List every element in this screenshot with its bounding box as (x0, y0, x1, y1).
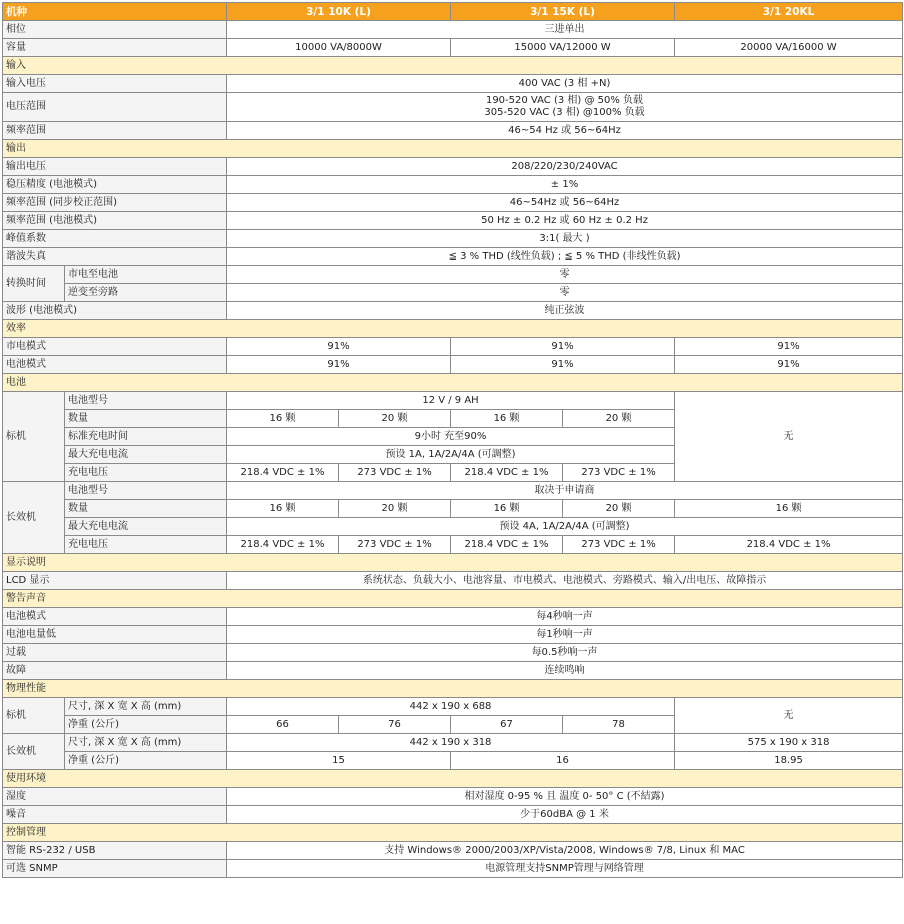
row-value: 无 (675, 698, 903, 734)
table-row (3, 248, 903, 266)
row-label: 长效机 (3, 482, 65, 554)
row-value: 442 x 190 x 318 (227, 734, 675, 752)
row-label: 市电模式 (3, 338, 227, 356)
header-15k: 3/1 15K (L) (451, 3, 675, 21)
row-value: 66 (227, 716, 339, 734)
row-sublabel: 最大充电电流 (65, 518, 227, 536)
row-value: 16 颗 (451, 410, 563, 428)
section-title-alarm: 警告声音 (3, 590, 903, 608)
table-row (3, 356, 903, 374)
row-label: 故障 (3, 662, 227, 680)
row-label: 容量 (3, 39, 227, 57)
table-row (3, 734, 903, 752)
row-value: 三进单出 (227, 21, 903, 39)
row-value: 20 颗 (339, 500, 451, 518)
row-label: 转换时间 (3, 266, 65, 302)
table-row (3, 662, 903, 680)
row-value: 20000 VA/16000 W (675, 39, 903, 57)
row-label: 波形 (电池模式) (3, 302, 227, 320)
row-value: 少于60dBA @ 1 米 (227, 806, 903, 824)
row-value: 电源管理支持SNMP管理与网络管理 (227, 860, 903, 878)
range-line-2: 305-520 VAC (3 相) @100% 负载 (484, 107, 645, 118)
row-value: 10000 VA/8000W (227, 39, 451, 57)
row-label: 可选 SNMP (3, 860, 227, 878)
row-value: 纯正弦波 (227, 302, 903, 320)
row-label: 电压范围 (3, 93, 227, 122)
row-label: 输出电压 (3, 158, 227, 176)
row-value: 218.4 VDC ± 1% (227, 536, 339, 554)
row-value: 9小时 充至90% (227, 428, 675, 446)
row-sublabel: 市电至电池 (65, 266, 227, 284)
row-label: 谐波失真 (3, 248, 227, 266)
row-value: 67 (451, 716, 563, 734)
row-value: 相对湿度 0-95 % 且 温度 0- 50° C (不結露) (227, 788, 903, 806)
section-row (3, 320, 903, 338)
section-row (3, 770, 903, 788)
row-sublabel: 逆变至旁路 (65, 284, 227, 302)
table-row (3, 338, 903, 356)
section-title-output: 输出 (3, 140, 903, 158)
table-row (3, 176, 903, 194)
row-label: 频率范围 (同步校正范围) (3, 194, 227, 212)
table-row (3, 266, 903, 284)
table-row (3, 536, 903, 554)
section-title-environment: 使用环境 (3, 770, 903, 788)
row-sublabel: 电池型号 (65, 392, 227, 410)
row-label: 电池模式 (3, 608, 227, 626)
section-row (3, 57, 903, 75)
row-value: 78 (563, 716, 675, 734)
table-row (3, 608, 903, 626)
table-row (3, 194, 903, 212)
section-title-display: 显示说明 (3, 554, 903, 572)
row-sublabel: 尺寸, 深 X 宽 X 高 (mm) (65, 734, 227, 752)
row-value: 273 VDC ± 1% (339, 464, 451, 482)
row-value: 16 (451, 752, 675, 770)
table-row (3, 788, 903, 806)
section-title-physical: 物理性能 (3, 680, 903, 698)
table-row (3, 518, 903, 536)
header-row (3, 3, 903, 21)
table-row (3, 842, 903, 860)
row-value: 支持 Windows® 2000/2003/XP/Vista/2008, Windows® 7/8, Linux 和 MAC (227, 842, 903, 860)
table-row (3, 75, 903, 93)
row-value: 15 (227, 752, 451, 770)
row-value: 预设 1A, 1A/2A/4A (可調整) (227, 446, 675, 464)
row-value: 16 颗 (227, 410, 339, 428)
row-sublabel: 标准充电时间 (65, 428, 227, 446)
section-row (3, 140, 903, 158)
header-10k: 3/1 10K (L) (227, 3, 451, 21)
table-row (3, 284, 903, 302)
row-value: 零 (227, 284, 903, 302)
row-sublabel: 净重 (公斤) (65, 752, 227, 770)
row-value: 91% (675, 338, 903, 356)
header-20kl: 3/1 20KL (675, 3, 903, 21)
row-value: 91% (675, 356, 903, 374)
row-value: 575 x 190 x 318 (675, 734, 903, 752)
row-sublabel: 数量 (65, 410, 227, 428)
row-value: 273 VDC ± 1% (563, 464, 675, 482)
row-label: 输入电压 (3, 75, 227, 93)
table-row (3, 93, 903, 122)
row-value: 273 VDC ± 1% (563, 536, 675, 554)
row-label: 相位 (3, 21, 227, 39)
row-value: 218.4 VDC ± 1% (451, 536, 563, 554)
row-sublabel: 尺寸, 深 X 宽 X 高 (mm) (65, 698, 227, 716)
row-value: 208/220/230/240VAC (227, 158, 903, 176)
row-label: 电池电量低 (3, 626, 227, 644)
row-value: 218.4 VDC ± 1% (451, 464, 563, 482)
row-value: 46~54 Hz 或 56~64Hz (227, 122, 903, 140)
table-row (3, 698, 903, 716)
section-row (3, 590, 903, 608)
table-row (3, 230, 903, 248)
table-row (3, 21, 903, 39)
row-label: 频率范围 (3, 122, 227, 140)
section-row (3, 554, 903, 572)
row-label: 智能 RS-232 / USB (3, 842, 227, 860)
section-row (3, 680, 903, 698)
row-value: 每0.5秒响一声 (227, 644, 903, 662)
section-title-efficiency: 效率 (3, 320, 903, 338)
table-row (3, 482, 903, 500)
header-model: 机种 (3, 3, 227, 21)
row-value: 连续鸣响 (227, 662, 903, 680)
row-value: 系统状态、负载大小、电池容量、市电模式、电池模式、旁路模式、输入/出电压、故障指示 (227, 572, 903, 590)
row-value: 12 V / 9 AH (227, 392, 675, 410)
table-row (3, 212, 903, 230)
row-label: 湿度 (3, 788, 227, 806)
row-label: 长效机 (3, 734, 65, 770)
table-row (3, 626, 903, 644)
section-title-input: 输入 (3, 57, 903, 75)
row-value: 16 颗 (227, 500, 339, 518)
row-value (227, 93, 903, 122)
row-label: 标机 (3, 698, 65, 734)
row-value: 218.4 VDC ± 1% (227, 464, 339, 482)
row-value: 16 颗 (675, 500, 903, 518)
row-value: 20 颗 (339, 410, 451, 428)
row-value: 76 (339, 716, 451, 734)
row-value: 218.4 VDC ± 1% (675, 536, 903, 554)
row-value: 400 VAC (3 相 +N) (227, 75, 903, 93)
row-value: 每4秒响一声 (227, 608, 903, 626)
section-row (3, 824, 903, 842)
table-row (3, 752, 903, 770)
row-value: 91% (227, 356, 451, 374)
row-label: 标机 (3, 392, 65, 482)
row-sublabel: 数量 (65, 500, 227, 518)
table-row (3, 860, 903, 878)
row-value: 91% (451, 356, 675, 374)
table-row (3, 644, 903, 662)
row-value: 15000 VA/12000 W (451, 39, 675, 57)
row-label: 频率范围 (电池模式) (3, 212, 227, 230)
row-sublabel: 充电电压 (65, 464, 227, 482)
row-sublabel: 最大充电电流 (65, 446, 227, 464)
table-row (3, 392, 903, 410)
row-value: 18.95 (675, 752, 903, 770)
row-label: 过载 (3, 644, 227, 662)
row-value: 取决于申请商 (227, 482, 903, 500)
row-value: 50 Hz ± 0.2 Hz 或 60 Hz ± 0.2 Hz (227, 212, 903, 230)
table-row (3, 39, 903, 57)
row-value: ≦ 3 % THD (线性负载) ; ≦ 5 % THD (非线性负载) (227, 248, 903, 266)
row-label: 噪音 (3, 806, 227, 824)
row-value: 零 (227, 266, 903, 284)
row-value: ± 1% (227, 176, 903, 194)
section-title-management: 控制管理 (3, 824, 903, 842)
row-sublabel: 充电电压 (65, 536, 227, 554)
row-value: 46~54Hz 或 56~64Hz (227, 194, 903, 212)
row-value: 20 颗 (563, 410, 675, 428)
row-value: 91% (451, 338, 675, 356)
row-value: 3:1( 最大 ) (227, 230, 903, 248)
row-value: 273 VDC ± 1% (339, 536, 451, 554)
spec-table (2, 2, 903, 878)
row-sublabel: 电池型号 (65, 482, 227, 500)
row-value: 16 颗 (451, 500, 563, 518)
row-label: 电池模式 (3, 356, 227, 374)
section-title-battery: 电池 (3, 374, 903, 392)
table-row (3, 572, 903, 590)
row-sublabel: 净重 (公斤) (65, 716, 227, 734)
table-row (3, 806, 903, 824)
row-value: 442 x 190 x 688 (227, 698, 675, 716)
table-row (3, 302, 903, 320)
row-value: 预设 4A, 1A/2A/4A (可調整) (227, 518, 903, 536)
row-label: LCD 显示 (3, 572, 227, 590)
table-row (3, 122, 903, 140)
row-label: 稳压精度 (电池模式) (3, 176, 227, 194)
table-row (3, 500, 903, 518)
row-value: 20 颗 (563, 500, 675, 518)
table-row (3, 158, 903, 176)
range-line-1: 190-520 VAC (3 相) @ 50% 负载 (485, 95, 644, 106)
section-row (3, 374, 903, 392)
row-value: 无 (675, 392, 903, 482)
row-label: 峰值系数 (3, 230, 227, 248)
row-value: 每1秒响一声 (227, 626, 903, 644)
row-value: 91% (227, 338, 451, 356)
